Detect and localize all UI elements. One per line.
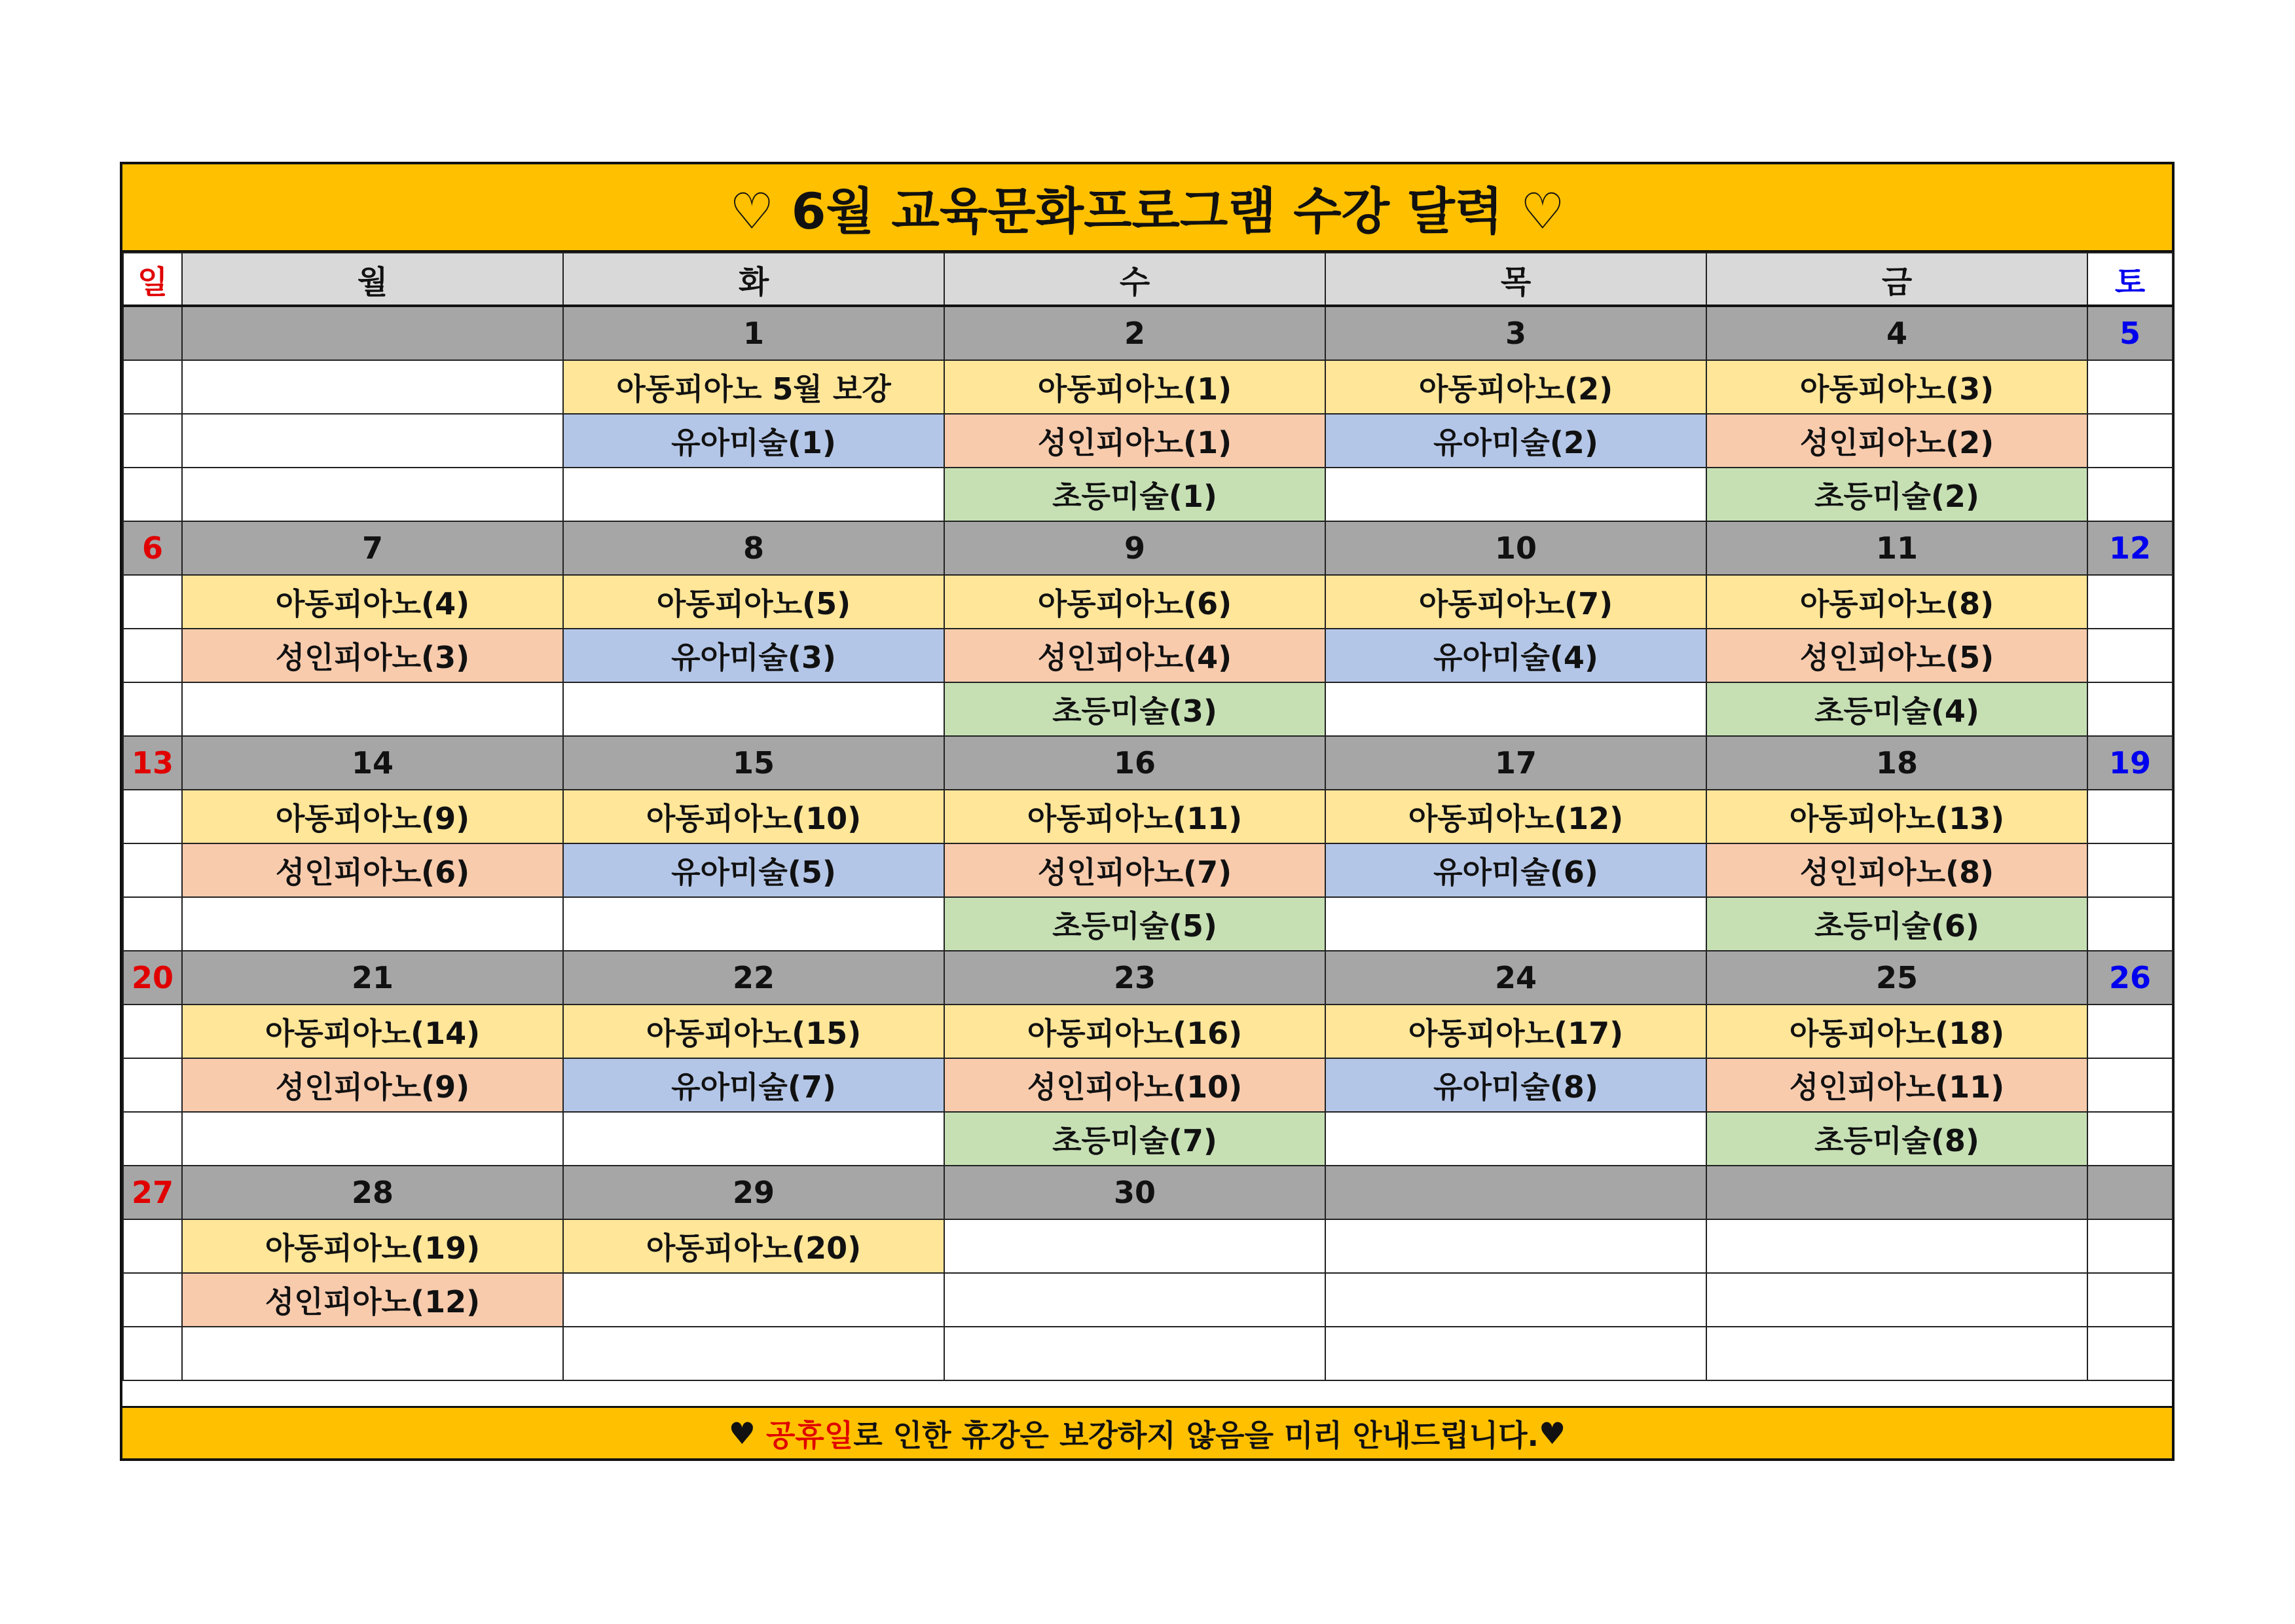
empty-cell bbox=[123, 790, 182, 843]
footer-highlight: 공휴일 bbox=[765, 1417, 854, 1453]
date-cell bbox=[1325, 1166, 1706, 1219]
date-cell: 2 bbox=[944, 306, 1325, 360]
empty-cell bbox=[1325, 468, 1706, 521]
empty-cell bbox=[563, 1273, 944, 1327]
date-cell: 6 bbox=[123, 521, 182, 575]
class-cell: 아동피아노(7) bbox=[1325, 575, 1706, 629]
empty-cell bbox=[123, 1273, 182, 1327]
empty-cell bbox=[123, 1005, 182, 1058]
class-cell: 유아미술(5) bbox=[563, 843, 944, 897]
class-cell: 초등미술(6) bbox=[1706, 897, 2087, 951]
class-cell: 성인피아노(2) bbox=[1706, 414, 2087, 468]
class-cell: 아동피아노(15) bbox=[563, 1005, 944, 1058]
empty-cell bbox=[123, 1058, 182, 1112]
class-cell: 아동피아노(1) bbox=[944, 360, 1325, 414]
class-cell: 성인피아노(1) bbox=[944, 414, 1325, 468]
empty-cell bbox=[182, 1327, 563, 1380]
empty-cell bbox=[2087, 629, 2173, 682]
date-cell: 8 bbox=[563, 521, 944, 575]
class-cell: 성인피아노(8) bbox=[1706, 843, 2087, 897]
empty-cell bbox=[1325, 1219, 1706, 1273]
empty-cell bbox=[123, 629, 182, 682]
empty-cell bbox=[563, 1327, 944, 1380]
date-cell: 10 bbox=[1325, 521, 1706, 575]
empty-cell bbox=[123, 1327, 182, 1380]
empty-cell bbox=[182, 682, 563, 736]
class-cell: 아동피아노(5) bbox=[563, 575, 944, 629]
empty-cell bbox=[2087, 360, 2173, 414]
empty-cell bbox=[123, 575, 182, 629]
empty-cell bbox=[2087, 897, 2173, 951]
date-cell: 17 bbox=[1325, 736, 1706, 790]
empty-cell bbox=[2087, 1005, 2173, 1058]
empty-cell bbox=[1706, 1327, 2087, 1380]
class-row bbox=[123, 629, 2173, 682]
empty-cell bbox=[2087, 843, 2173, 897]
class-cell: 아동피아노(16) bbox=[944, 1005, 1325, 1058]
date-row bbox=[123, 521, 2173, 575]
empty-cell bbox=[2087, 682, 2173, 736]
class-cell: 성인피아노(7) bbox=[944, 843, 1325, 897]
class-row bbox=[123, 1219, 2173, 1273]
date-cell: 13 bbox=[123, 736, 182, 790]
footer-text: 로 인한 휴강은 보강하지 않음을 미리 안내드립니다. bbox=[853, 1417, 1539, 1453]
date-cell bbox=[182, 306, 563, 360]
class-cell: 초등미술(4) bbox=[1706, 682, 2087, 736]
empty-cell bbox=[1325, 682, 1706, 736]
class-cell: 성인피아노(10) bbox=[944, 1058, 1325, 1112]
class-cell: 초등미술(8) bbox=[1706, 1112, 2087, 1166]
empty-cell bbox=[563, 682, 944, 736]
date-cell: 19 bbox=[2087, 736, 2173, 790]
class-cell: 아동피아노(4) bbox=[182, 575, 563, 629]
empty-cell bbox=[123, 414, 182, 468]
weekday-thu: 목 bbox=[1325, 253, 1706, 306]
class-cell: 초등미술(1) bbox=[944, 468, 1325, 521]
class-row bbox=[123, 1327, 2173, 1380]
date-row bbox=[123, 951, 2173, 1005]
empty-cell bbox=[2087, 1273, 2173, 1327]
class-cell: 성인피아노(5) bbox=[1706, 629, 2087, 682]
class-cell: 초등미술(3) bbox=[944, 682, 1325, 736]
class-cell: 초등미술(5) bbox=[944, 897, 1325, 951]
date-cell: 21 bbox=[182, 951, 563, 1005]
class-row bbox=[123, 414, 2173, 468]
class-cell: 아동피아노(13) bbox=[1706, 790, 2087, 843]
class-cell: 유아미술(7) bbox=[563, 1058, 944, 1112]
empty-cell bbox=[1325, 1327, 1706, 1380]
weekday-wed: 수 bbox=[944, 253, 1325, 306]
weekday-fri: 금 bbox=[1706, 253, 2087, 306]
class-cell: 아동피아노(8) bbox=[1706, 575, 2087, 629]
calendar-title: ♡ 6월 교육문화프로그램 수강 달력 ♡ bbox=[122, 164, 2172, 252]
class-cell: 유아미술(6) bbox=[1325, 843, 1706, 897]
date-cell: 1 bbox=[563, 306, 944, 360]
weekday-sun: 일 bbox=[123, 253, 182, 306]
date-cell: 12 bbox=[2087, 521, 2173, 575]
class-cell: 유아미술(4) bbox=[1325, 629, 1706, 682]
empty-cell bbox=[2087, 1112, 2173, 1166]
empty-cell bbox=[1325, 1273, 1706, 1327]
date-cell: 20 bbox=[123, 951, 182, 1005]
class-row bbox=[123, 575, 2173, 629]
class-row bbox=[123, 360, 2173, 414]
class-row bbox=[123, 1112, 2173, 1166]
class-cell: 성인피아노(6) bbox=[182, 843, 563, 897]
empty-cell bbox=[2087, 1219, 2173, 1273]
empty-cell bbox=[1325, 897, 1706, 951]
date-cell: 4 bbox=[1706, 306, 2087, 360]
class-row bbox=[123, 1005, 2173, 1058]
empty-cell bbox=[182, 414, 563, 468]
date-cell bbox=[2087, 1166, 2173, 1219]
class-cell: 성인피아노(4) bbox=[944, 629, 1325, 682]
date-cell: 18 bbox=[1706, 736, 2087, 790]
empty-cell bbox=[182, 360, 563, 414]
date-cell: 25 bbox=[1706, 951, 2087, 1005]
empty-cell bbox=[2087, 414, 2173, 468]
empty-cell bbox=[1325, 1112, 1706, 1166]
weekday-sat: 토 bbox=[2087, 253, 2173, 306]
empty-cell bbox=[944, 1273, 1325, 1327]
empty-cell bbox=[563, 468, 944, 521]
class-cell: 아동피아노(19) bbox=[182, 1219, 563, 1273]
date-cell: 28 bbox=[182, 1166, 563, 1219]
empty-cell bbox=[123, 682, 182, 736]
class-cell: 아동피아노(20) bbox=[563, 1219, 944, 1273]
date-cell: 30 bbox=[944, 1166, 1325, 1219]
class-cell: 아동피아노(12) bbox=[1325, 790, 1706, 843]
empty-cell bbox=[2087, 1058, 2173, 1112]
calendar-grid bbox=[122, 252, 2173, 1381]
empty-cell bbox=[123, 843, 182, 897]
class-row bbox=[123, 682, 2173, 736]
date-cell bbox=[123, 306, 182, 360]
empty-cell bbox=[123, 360, 182, 414]
class-cell: 아동피아노 5월 보강 bbox=[563, 360, 944, 414]
empty-cell bbox=[123, 1219, 182, 1273]
date-cell: 26 bbox=[2087, 951, 2173, 1005]
date-row bbox=[123, 306, 2173, 360]
class-row bbox=[123, 897, 2173, 951]
empty-cell bbox=[944, 1327, 1325, 1380]
class-cell: 초등미술(7) bbox=[944, 1112, 1325, 1166]
class-cell: 아동피아노(2) bbox=[1325, 360, 1706, 414]
date-cell: 29 bbox=[563, 1166, 944, 1219]
date-cell: 16 bbox=[944, 736, 1325, 790]
class-cell: 유아미술(8) bbox=[1325, 1058, 1706, 1112]
empty-cell bbox=[1706, 1273, 2087, 1327]
class-row bbox=[123, 468, 2173, 521]
empty-cell bbox=[182, 468, 563, 521]
class-cell: 아동피아노(9) bbox=[182, 790, 563, 843]
date-cell: 27 bbox=[123, 1166, 182, 1219]
class-cell: 유아미술(1) bbox=[563, 414, 944, 468]
class-cell: 성인피아노(12) bbox=[182, 1273, 563, 1327]
class-cell: 유아미술(2) bbox=[1325, 414, 1706, 468]
class-cell: 아동피아노(17) bbox=[1325, 1005, 1706, 1058]
date-cell: 24 bbox=[1325, 951, 1706, 1005]
date-cell bbox=[1706, 1166, 2087, 1219]
empty-cell bbox=[182, 1112, 563, 1166]
empty-cell bbox=[2087, 1327, 2173, 1380]
date-row bbox=[123, 736, 2173, 790]
class-cell: 아동피아노(10) bbox=[563, 790, 944, 843]
class-row bbox=[123, 1058, 2173, 1112]
date-cell: 9 bbox=[944, 521, 1325, 575]
empty-cell bbox=[123, 468, 182, 521]
date-cell: 5 bbox=[2087, 306, 2173, 360]
empty-cell bbox=[563, 1112, 944, 1166]
class-row bbox=[123, 1273, 2173, 1327]
date-cell: 15 bbox=[563, 736, 944, 790]
empty-cell bbox=[563, 897, 944, 951]
date-cell: 3 bbox=[1325, 306, 1706, 360]
weekday-mon: 월 bbox=[182, 253, 563, 306]
weekday-tue: 화 bbox=[563, 253, 944, 306]
empty-cell bbox=[2087, 575, 2173, 629]
date-cell: 7 bbox=[182, 521, 563, 575]
class-cell: 유아미술(3) bbox=[563, 629, 944, 682]
class-cell: 성인피아노(9) bbox=[182, 1058, 563, 1112]
empty-cell bbox=[2087, 790, 2173, 843]
empty-cell bbox=[182, 897, 563, 951]
calendar bbox=[120, 162, 2175, 1461]
date-cell: 22 bbox=[563, 951, 944, 1005]
class-cell: 아동피아노(6) bbox=[944, 575, 1325, 629]
class-cell: 초등미술(2) bbox=[1706, 468, 2087, 521]
heart-icon: ♥ bbox=[728, 1415, 756, 1451]
class-cell: 아동피아노(3) bbox=[1706, 360, 2087, 414]
empty-cell bbox=[944, 1219, 1325, 1273]
class-cell: 아동피아노(11) bbox=[944, 790, 1325, 843]
footer-notice bbox=[122, 1406, 2172, 1458]
date-cell: 23 bbox=[944, 951, 1325, 1005]
class-cell: 아동피아노(14) bbox=[182, 1005, 563, 1058]
empty-cell bbox=[2087, 468, 2173, 521]
empty-cell bbox=[123, 1112, 182, 1166]
class-cell: 아동피아노(18) bbox=[1706, 1005, 2087, 1058]
weekday-header-row bbox=[123, 253, 2173, 306]
empty-cell bbox=[1706, 1219, 2087, 1273]
empty-cell bbox=[123, 897, 182, 951]
class-row bbox=[123, 843, 2173, 897]
date-cell: 11 bbox=[1706, 521, 2087, 575]
heart-icon: ♥ bbox=[1539, 1415, 1566, 1451]
class-row bbox=[123, 790, 2173, 843]
date-cell: 14 bbox=[182, 736, 563, 790]
class-cell: 성인피아노(3) bbox=[182, 629, 563, 682]
date-row bbox=[123, 1166, 2173, 1219]
class-cell: 성인피아노(11) bbox=[1706, 1058, 2087, 1112]
